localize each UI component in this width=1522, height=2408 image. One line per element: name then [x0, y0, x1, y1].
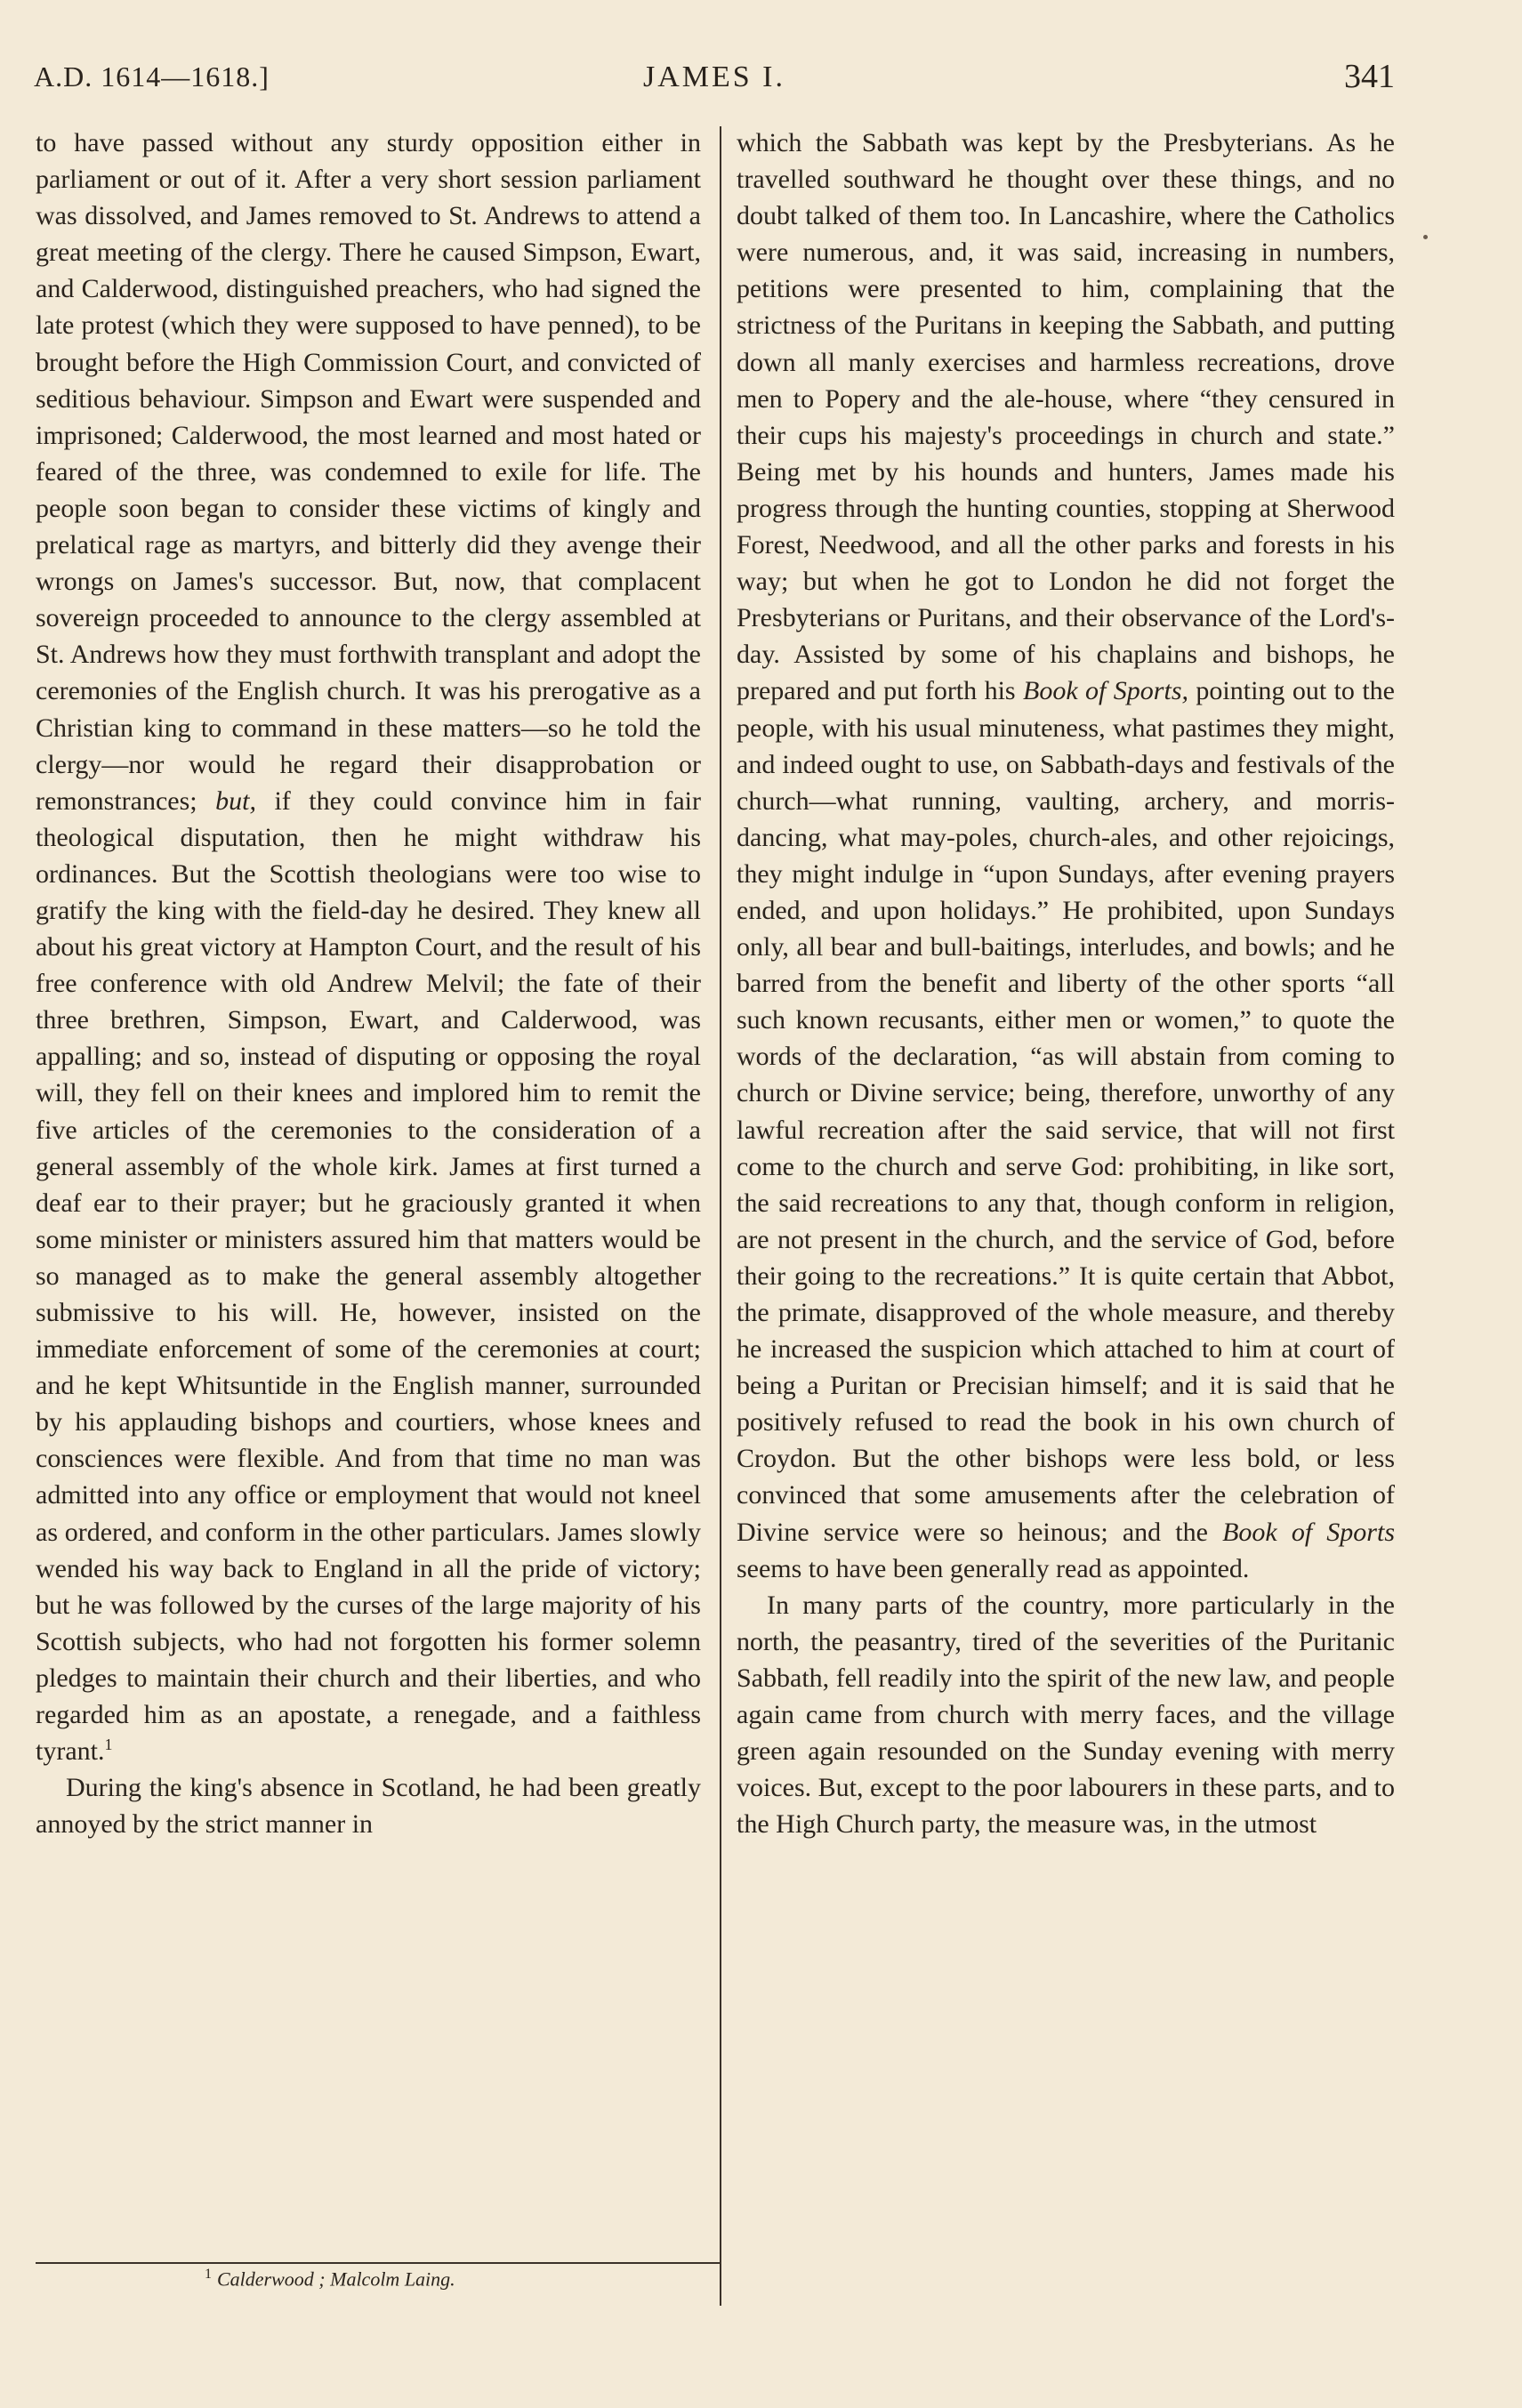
- emphasis: but,: [215, 785, 256, 816]
- right-column: [737, 125, 1395, 1842]
- paragraph: to have passed without any sturdy opposition either in parliament or out of it. After a very short session parliament was dissolved, and James removed to St. Andrews to attend a great meeting of the clergy. There he caused Simpson, Ewart, and Calderwood, distinguished preachers, who had signed the late protest (which they were supposed to have penned), to be brought before the High Commission Court, and convicted of seditious behaviour. Simpson and Ewart were suspended and imprisoned; Calderwood, the most learned and most hated or feared of the three, was condemned to exile for life. The people soon began to consider these victims of kingly and prelatical rage as martyrs, and bitterly did they avenge their wrongs on James's successor. But, now, that complacent sovereign proceeded to announce to the clergy assembled at St. Andrews how they must forthwith transplant and adopt the ceremonies of the English church. It was his prerogative as a Christian king to command in these matters—so he told the clergy—nor would he regard their disapprobation or remonstrances; but, if they could convince him in fair theological disputation, then he might withdraw his ordinances. But the Scottish theologians were too wise to gratify the king with the field-day he desired. They knew all about his great victory at Hampton Court, and the result of his free conference with old Andrew Melvil; the fate of their three brethren, Simpson, Ewart, and Calderwood, was appalling; and so, instead of disputing or opposing the royal will, they fell on their knees and implored him to remit the five articles of the ceremonies to the consideration of a general assembly of the whole kirk. James at first turned a deaf ear to their prayer; but he graciously granted it when some minister or ministers assured him that matters would be so managed as to make the general assembly altogether submissive to his will. He, however, insisted on the immediate enforcement of some of the ceremonies at court; and he kept Whitsuntide in the English manner, surrounded by his applauding bishops and courtiers, whose knees and consciences were flexible. And from that time no man was admitted into any office or employment that would not kneel as ordered, and conform in the other particulars. James slowly wended his way back to England in all the pride of victory; but he was followed by the curses of the large majority of his Scottish subjects, who had not forgotten his former solemn pledges to maintain their church and their liberties, and who regarded him as an apostate, a renegade, and a faithless tyrant.$^1$: [36, 128, 701, 1767]
- paragraph: which the Sabbath was kept by the Presbyterians. As he travelled southward he thought over these things, and no doubt talked of them too. In Lancashire, where the Catholics were numerous, and, it was said, increasing in numbers, petitions were presented to him, complaining that the strictness of the Puritans in keeping the Sabbath, and putting down all manly exercises and harmless recreations, drove men to Popery and the ale-house, where “they censured in their cups his majesty's proceedings in church and state.” Being met by his hounds and hunters, James made his progress through the hunting counties, stopping at Sherwood Forest, Needwood, and all the other parks and forests in his way; but when he got to London he did not forget the Presbyterians or Puritans, and their observance of the Lord's-day. Assisted by some of his chaplains and bishops, he prepared and put forth his Book of Sports, pointing out to the people, with his usual minuteness, what pastimes they might, and indeed ought to use, on Sabbath-days and festivals of the church—what running, vaulting, archery, and morris-dancing, what may-poles, church-ales, and other rejoicings, they might indulge in “upon Sundays, after evening prayers ended, and upon holidays.” He prohibited, upon Sundays only, all bear and bull-baitings, interludes, and bowls; and he barred from the benefit and liberty of the other sports “all such known recusants, either men or women,” to quote the words of the declaration, “as will abstain from coming to church or Divine service; being, therefore, unworthy of any lawful recreation after the said service, that will not first come to the church and serve God: prohibiting, in like sort, the said recreations to any that, though conform in religion, are not present in the church, and the service of God, before their going to the recreations.” It is quite certain that Abbot, the primate, disapproved of the whole measure, and thereby he increased the suspicion which attached to him at court of being a Puritan or Precisian himself; and it is said that he positively refused to read the book in his own church of Croydon. But the other bishops were less bold, or less convinced that some amusements after the celebration of Divine service were so heinous; and the Book of Sports seems to have been generally read as appointed.: [737, 128, 1395, 1583]
- print-speck: [1423, 235, 1428, 239]
- date-range: A.D. 1614—1618.]: [34, 60, 270, 93]
- footnote-number: 1: [205, 2267, 212, 2282]
- footnote-text: Calderwood ; Malcolm Laing.: [217, 2267, 455, 2291]
- paragraph: In many parts of the country, more particularly in the north, the peasantry, tired of the severities of the Puritanic Sabbath, fell readily into the spirit of the new law, and people again came from church with merry faces, and the village green again resounded on the Sunday evening with merry voices. But, except to the poor labourers in these parts, and to the High Church party, the measure was, in the utmost: [737, 1590, 1395, 1840]
- footnote: [205, 2267, 455, 2291]
- column-divider: [720, 126, 721, 2306]
- running-head: [34, 53, 1395, 107]
- book-title: Book of Sports,: [1023, 676, 1188, 706]
- footnote-reference[interactable]: 1: [104, 1736, 113, 1754]
- book-title: Book of Sports: [1222, 1517, 1395, 1547]
- footnote-divider: [36, 2262, 721, 2264]
- paragraph: During the king's absence in Scotland, he had been greatly annoyed by the strict manner in: [36, 1773, 701, 1840]
- chapter-title: JAMES I.: [642, 60, 786, 93]
- left-column: [36, 125, 701, 1842]
- page-number: 341: [1344, 58, 1395, 95]
